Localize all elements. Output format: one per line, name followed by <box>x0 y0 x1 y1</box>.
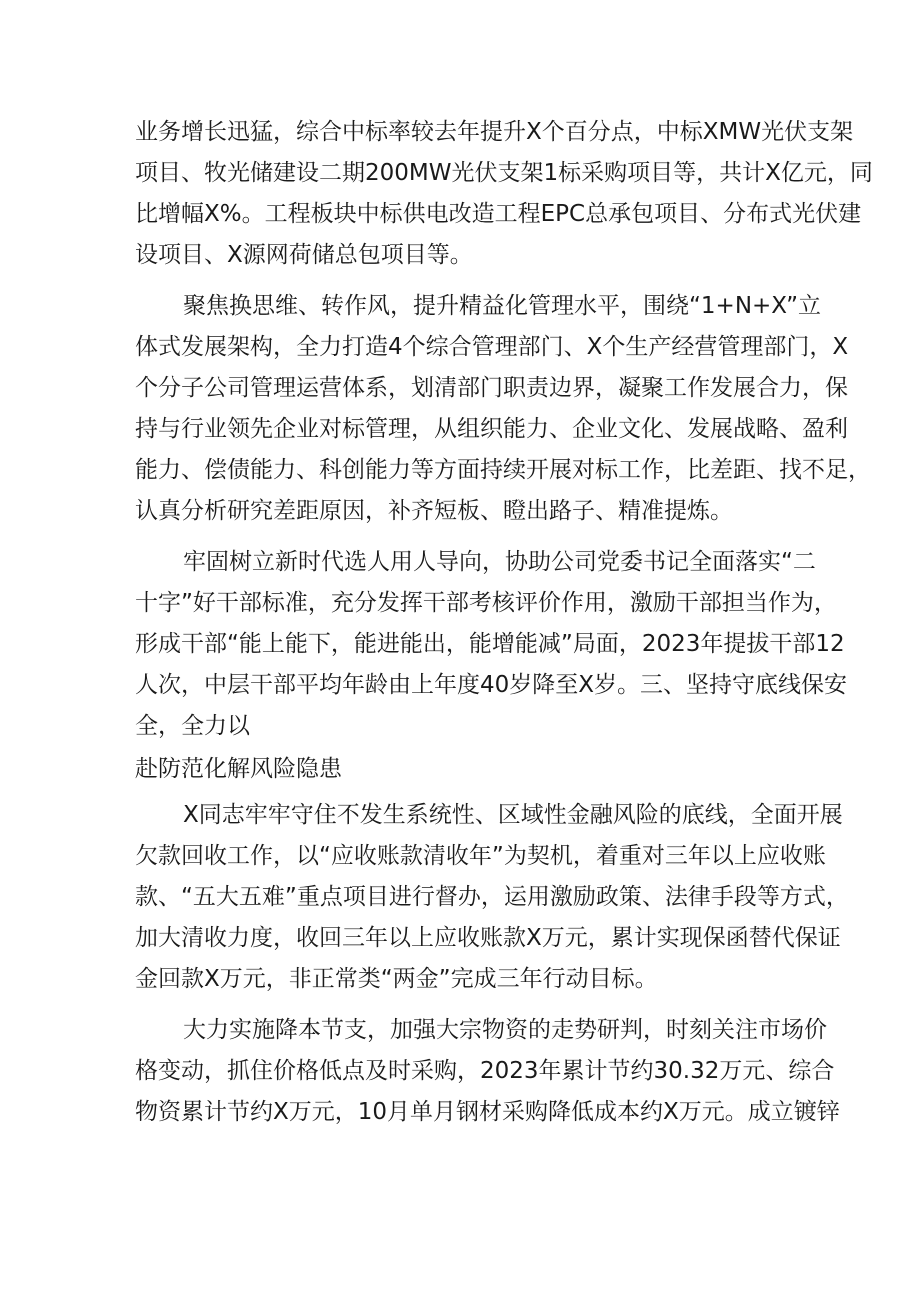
body-text-line: 牢固树立新时代选人用人导向，协助公司党委书记全面落实“二 <box>183 549 816 575</box>
section-heading-line: 赴防范化解风险隐患 <box>135 756 342 782</box>
body-text-line: 体式发展架构，全力打造4个综合管理部门、X个生产经营管理部门，X <box>135 334 849 360</box>
body-text-line: 全，全力以 <box>135 713 250 739</box>
body-text-line: 十字”好干部标准，充分发挥干部考核评价作用，激励干部担当作为， <box>135 590 837 616</box>
body-text-line: 比增幅X%。工程板块中标供电改造工程EPC总承包项目、分布式光伏建 <box>135 201 862 227</box>
body-text-line: 欠款回收工作，以“应收账款清收年”为契机，着重对三年以上应收账 <box>135 843 826 869</box>
body-text-line: X同志牢牢守住不发生系统性、区域性金融风险的底线，全面开展 <box>183 802 843 828</box>
body-text-line: 大力实施降本节支，加强大宗物资的走势研判，时刻关注市场价 <box>183 1017 827 1043</box>
body-text-line: 个分子公司管理运营体系，划清部门职责边界，凝聚工作发展合力，保 <box>135 375 848 401</box>
body-text-line: 物资累计节约X万元，10月单月钢材采购降低成本约X万元。成立镀锌 <box>135 1099 840 1125</box>
body-text-line: 业务增长迅猛，综合中标率较去年提升X个百分点，中标XMW光伏支架 <box>135 119 854 145</box>
body-text-line: 聚焦换思维、转作风，提升精益化管理水平，围绕“1+N+X”立 <box>183 293 822 319</box>
body-text-line: 形成干部“能上能下，能进能出，能增能减”局面，2023年提拔干部12 <box>135 631 845 657</box>
body-text-line: 能力、偿债能力、科创能力等方面持续开展对标工作，比差距、找不足， <box>135 457 871 483</box>
body-text-line: 人次，中层干部平均年龄由上年度40岁降至X岁。三、坚持守底线保安 <box>135 672 848 698</box>
body-text-line: 项目、牧光储建设二期200MW光伏支架1标采购项目等，共计X亿元，同 <box>135 160 873 186</box>
body-text-line: 加大清收力度，收回三年以上应收账款X万元，累计实现保函替代保证 <box>135 925 841 951</box>
body-text-line: 设项目、X源网荷储总包项目等。 <box>135 242 473 268</box>
body-text-line: 认真分析研究差距原因，补齐短板、瞪出路子、精准提炼。 <box>135 498 733 524</box>
body-text-line: 格变动，抓住价格低点及时采购，2023年累计节约30.32万元、综合 <box>135 1058 835 1084</box>
body-text-line: 款、“五大五难”重点项目进行督办，运用激励政策、法律手段等方式， <box>135 884 849 910</box>
body-text-line: 持与行业领先企业对标管理，从组织能力、企业文化、发展战略、盈利 <box>135 416 848 442</box>
body-text-line: 金回款X万元，非正常类“两金”完成三年行动目标。 <box>135 966 658 992</box>
